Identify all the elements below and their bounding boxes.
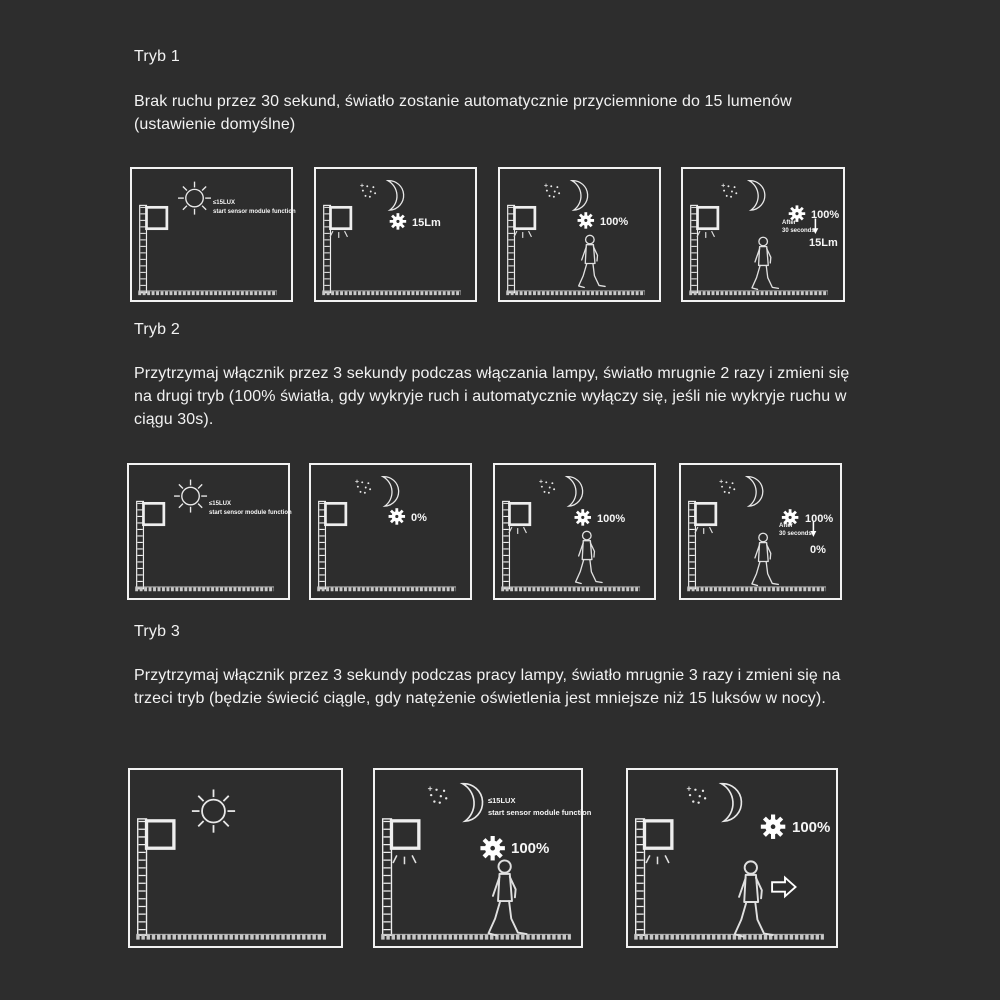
light-burst-icon — [761, 814, 785, 838]
scene — [681, 465, 840, 598]
output-label: 100% — [792, 819, 831, 836]
section-title-3: Tryb 3 — [134, 623, 180, 640]
walking-person-icon — [576, 531, 603, 583]
wall-lamp-icon — [508, 205, 535, 292]
moon-icon — [747, 477, 763, 507]
stars-icon — [428, 787, 447, 804]
sensor-function-label: start sensor module function — [209, 510, 292, 516]
moon-icon — [567, 477, 583, 507]
scene — [683, 169, 843, 300]
ground — [136, 934, 326, 937]
wall-lamp-icon — [503, 501, 530, 588]
walking-person-icon — [489, 860, 527, 935]
section-description-3: Przytrzymaj włącznik przez 3 sekundy podczas pracy lampy, światło mrugnie 3 razy i zmieni się na trzeci tryb (będzie świecić ciągle, gdy natężenie oświetlenia jest mniejsze niż 15 luksów w nocy). — [134, 667, 841, 707]
exit-arrow-icon — [772, 878, 795, 897]
moon-icon — [721, 784, 741, 822]
light-burst-icon — [390, 213, 406, 229]
moon-icon — [383, 477, 399, 507]
output-label: 15Lm — [412, 217, 441, 229]
walking-person-icon — [752, 533, 779, 585]
moon-icon — [749, 181, 765, 211]
wall-lamp-icon — [140, 205, 167, 292]
lux-threshold-label: ≤15LUX — [488, 796, 516, 805]
stars-icon — [687, 787, 706, 804]
scene — [628, 770, 836, 946]
after-label: After — [782, 220, 797, 226]
wall-lamp-icon — [324, 205, 351, 292]
ground — [381, 934, 571, 937]
section-description-2: Przytrzymaj włącznik przez 3 sekundy podczas włączania lampy, światło mrugnie 2 razy i zmieni się na drugi tryb (100% światła, gdy wykryje ruch i automatycznie wyłączy się, jeśli nie wykryje ruchu w ciągu 30s). — [134, 365, 850, 428]
lamp-rays-icon — [697, 231, 714, 238]
wall-lamp-icon — [636, 819, 672, 935]
moon-icon — [463, 784, 483, 822]
section-title-1: Tryb 1 — [134, 48, 180, 65]
panel-mode1-night-timeout — [681, 167, 845, 302]
stars-icon — [539, 480, 555, 494]
ground — [687, 587, 826, 589]
wall-lamp-icon — [138, 819, 174, 935]
moon-icon — [388, 181, 404, 211]
ground — [135, 587, 274, 589]
sun-icon — [178, 182, 211, 215]
lamp-rays-icon — [393, 855, 416, 864]
scene — [132, 169, 291, 300]
wall-lamp-icon — [691, 205, 718, 292]
scene — [130, 770, 341, 946]
wall-lamp-icon — [319, 501, 346, 588]
stars-icon — [721, 184, 737, 198]
panel-mode2-night-off — [309, 463, 472, 600]
panel-mode1-night-dim — [314, 167, 477, 302]
ground — [138, 291, 277, 293]
lux-threshold-label: ≤15LUX — [209, 501, 231, 507]
ground — [506, 291, 645, 293]
output-label: 100% — [600, 216, 629, 228]
stars-icon — [719, 480, 735, 494]
sensor-function-label: start sensor module function — [488, 808, 592, 817]
walking-person-icon — [735, 861, 773, 936]
moon-icon — [572, 181, 588, 211]
after-label: After — [779, 523, 794, 529]
result-label: 0% — [810, 544, 826, 556]
ground — [634, 934, 824, 937]
panel-mode1-night-motion — [498, 167, 661, 302]
light-burst-icon — [389, 508, 406, 525]
seconds-label: 30 seconds — [782, 228, 815, 234]
panel-mode3-night-always-on — [373, 768, 592, 948]
lamp-rays-icon — [509, 527, 526, 534]
panel-mode3-day-standby — [128, 768, 343, 948]
output-label: 100% — [805, 513, 834, 525]
output-label: 100% — [511, 840, 550, 857]
section-description-1: Brak ruchu przez 30 sekund, światło zostanie automatycznie przyciemnione do 15 lumenów (ustawienie domyślne) — [134, 93, 792, 133]
light-burst-icon — [480, 836, 504, 860]
walking-person-icon — [579, 235, 605, 287]
wall-lamp-icon — [689, 501, 716, 588]
stars-icon — [544, 184, 560, 198]
seconds-label: 30 seconds — [779, 531, 812, 537]
scene — [500, 169, 659, 300]
output-label: 0% — [411, 512, 427, 524]
output-label: 100% — [597, 513, 626, 525]
lamp-rays-icon — [330, 231, 347, 238]
light-burst-icon — [578, 212, 594, 228]
sensor-function-label: start sensor module function — [213, 209, 296, 215]
scene — [129, 465, 288, 598]
lamp-rays-icon — [514, 231, 531, 238]
scene — [316, 169, 475, 300]
scene — [311, 465, 470, 598]
ground — [689, 291, 828, 293]
panel-mode2-night-motion — [493, 463, 656, 600]
section-title-2: Tryb 2 — [134, 321, 180, 338]
panel-mode2-day-standby — [127, 463, 290, 600]
sun-icon — [192, 789, 235, 832]
scene — [495, 465, 654, 598]
panel-mode2-night-timeout — [679, 463, 842, 600]
walking-person-icon — [752, 237, 778, 289]
lamp-rays-icon — [695, 527, 712, 534]
stars-icon — [360, 184, 376, 198]
output-label: 100% — [811, 209, 840, 221]
stars-icon — [355, 480, 371, 494]
ground — [322, 291, 461, 293]
ground — [317, 587, 456, 589]
lamp-rays-icon — [646, 855, 669, 864]
result-label: 15Lm — [809, 237, 838, 249]
lux-threshold-label: ≤15LUX — [213, 200, 235, 206]
panel-mode3-person-leaves — [626, 768, 838, 948]
ground — [501, 587, 640, 589]
light-burst-icon — [575, 509, 592, 526]
wall-lamp-icon — [383, 819, 419, 935]
scene — [375, 770, 581, 946]
sun-icon — [174, 480, 207, 513]
wall-lamp-icon — [137, 501, 164, 588]
panel-mode1-day-standby — [130, 167, 296, 302]
